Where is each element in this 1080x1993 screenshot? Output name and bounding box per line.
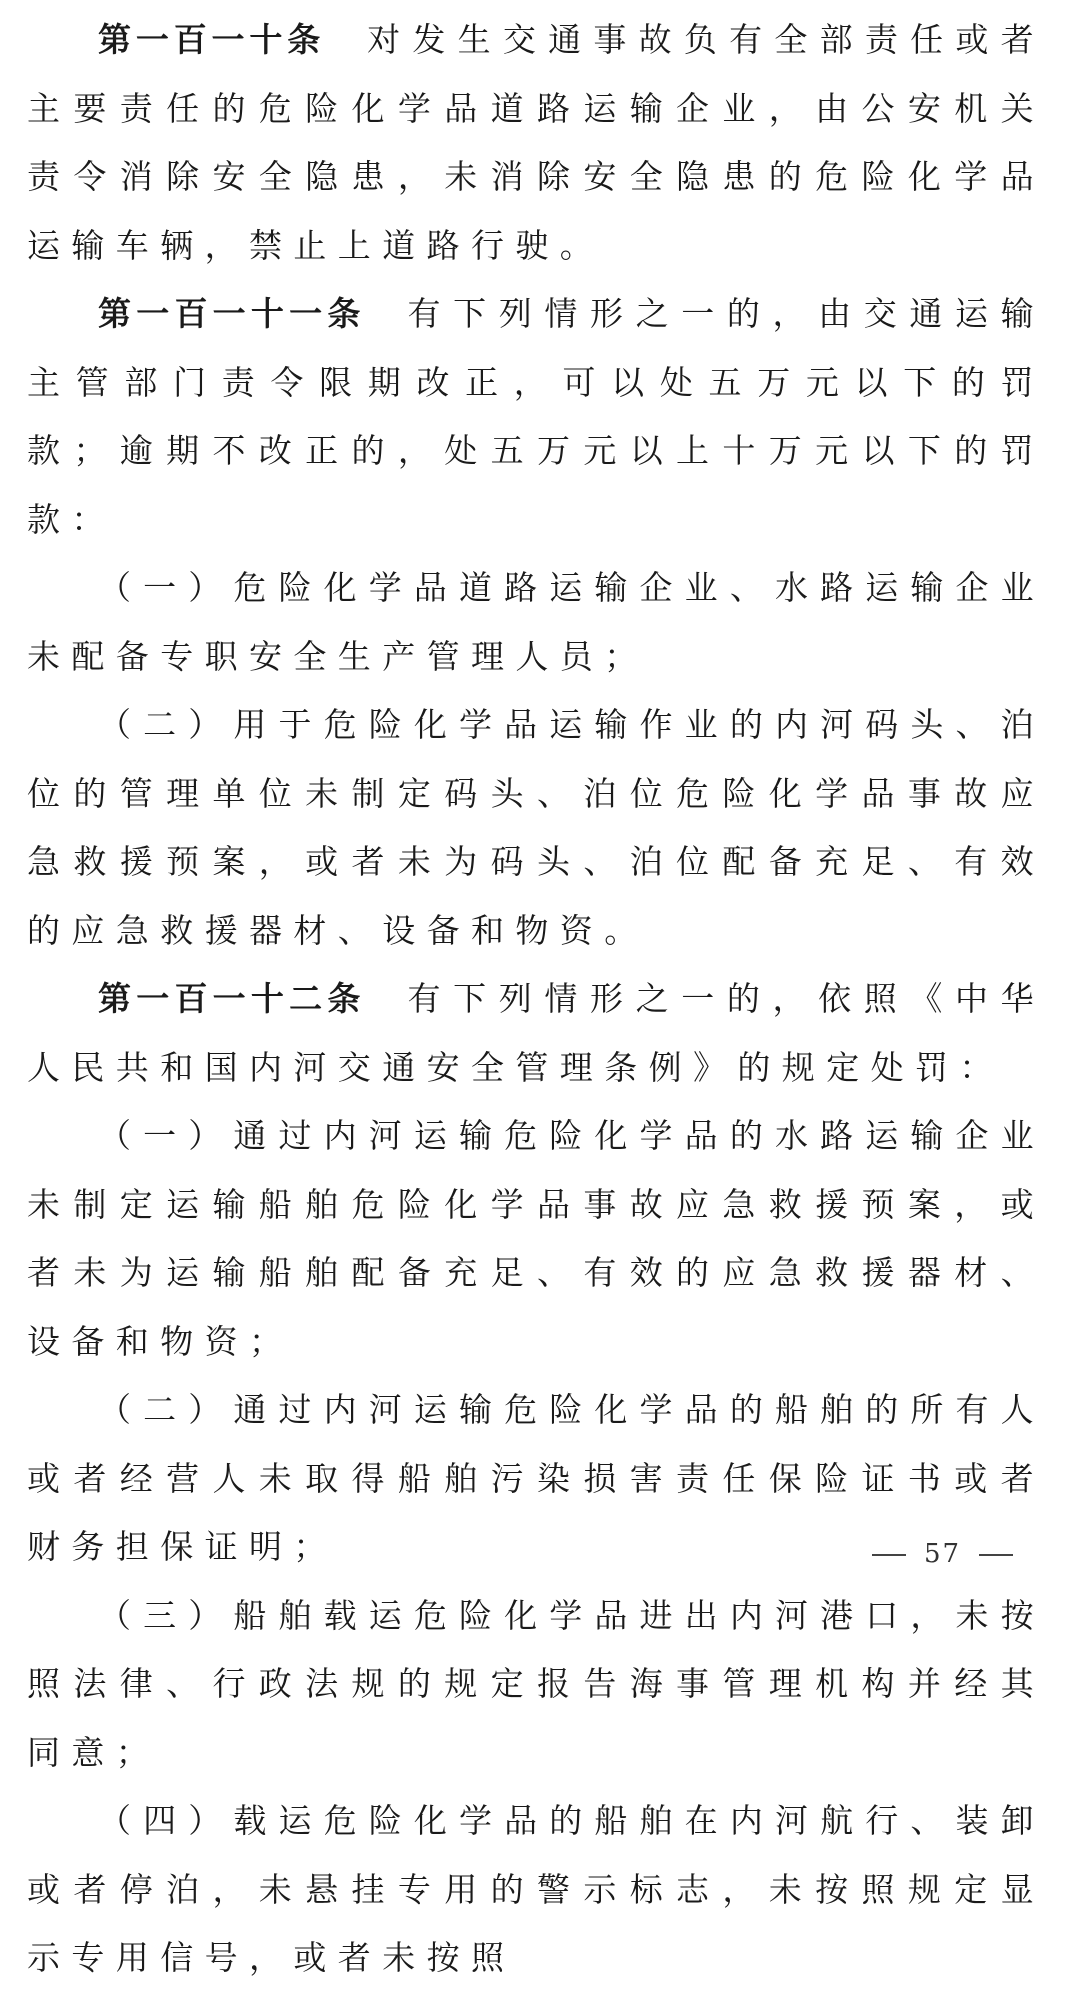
- article-112-item-4: （四）载运危险化学品的船舶在内河航行、装卸或者停泊，未悬挂专用的警示标志，未按照规定显示专用信号，或者未按照: [27, 1801, 1045, 1977]
- article-111-text: 有下列情形之一的，由交通运输主管部门责令限期改正，可以处五万元以下的罚款；逾期不改正的，处五万元以上十万元以下的罚款：: [27, 294, 1046, 539]
- article-111-title: 第一百一十一条: [98, 294, 366, 333]
- article-110-text: 对发生交通事故负有全部责任或者主要责任的危险化学品道路运输企业，由公安机关责令消除安全隐患，未消除安全隐患的危险化学品运输车辆，禁止上道路行驶。: [27, 20, 1046, 265]
- article-112-item-2: （二）通过内河运输危险化学品的船舶的所有人或者经营人未取得船舶污染损害责任保险证书或者财务担保证明；: [27, 1390, 1045, 1566]
- article-112-title: 第一百一十二条: [98, 979, 366, 1018]
- article-110: [27, 6, 1045, 280]
- page-number: [872, 1534, 1032, 1574]
- article-112-item-3: （三）船舶载运危险化学品进出内河港口，未按照法律、行政法规的规定报告海事管理机构并经其同意；: [27, 1595, 1045, 1772]
- article-111: [27, 280, 1045, 554]
- article-111-item-1: （一）危险化学品道路运输企业、水路运输企业未配备专职安全生产管理人员；: [27, 568, 1045, 676]
- article-112-item-1: （一）通过内河运输危险化学品的水路运输企业未制定运输船舶危险化学品事故应急救援预案，或者未为运输船舶配备充足、有效的应急救援器材、设备和物资；: [27, 1116, 1045, 1361]
- page-number-dash-left: [872, 1554, 906, 1556]
- article-111-item-2: （二）用于危险化学品运输作业的内河码头、泊位的管理单位未制定码头、泊位危险化学品事故应急救援预案，或者未为码头、泊位配备充足、有效的应急救援器材、设备和物资。: [27, 705, 1045, 950]
- article-112: [27, 965, 1045, 1102]
- article-112-text: 有下列情形之一的，依照《中华人民共和国内河交通安全管理条例》的规定处罚：: [27, 979, 1046, 1087]
- page-number-value: 57: [924, 1539, 962, 1569]
- article-110-title: 第一百一十条: [98, 20, 326, 59]
- page-number-dash-right: [979, 1554, 1013, 1556]
- document-page: [27, 6, 1045, 1993]
